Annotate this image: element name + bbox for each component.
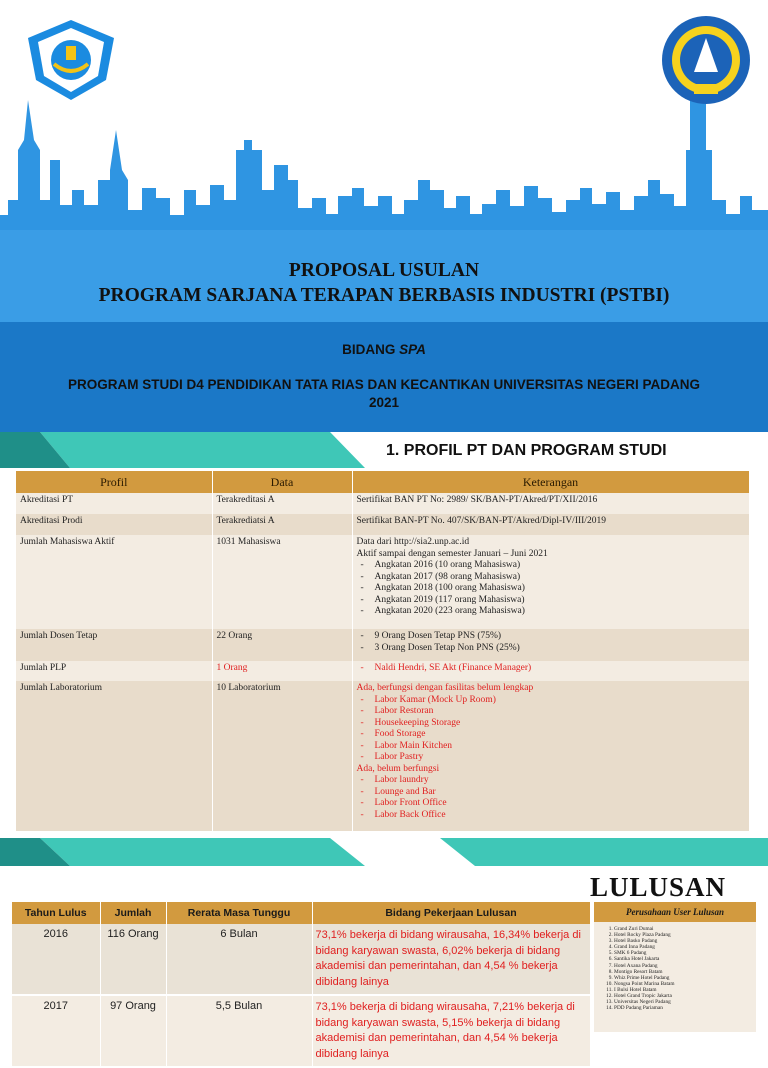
list-item: - Angkatan 2019 (117 orang Mahasiswa) [357,595,745,607]
table-row [12,924,590,995]
cell-keterangan: Sertifikat BAN-PT No. 407/SK/BAN-PT/Akred/Dipl-IV/III/2019 [352,514,749,535]
dosen-list [357,631,745,654]
cell-keterangan: Sertifikat BAN PT No: 2989/ SK/BAN-PT/Akred/PT/XII/2016 [352,493,749,514]
cell-data: 1031 Mahasiswa [212,535,352,629]
cell-keterangan [352,681,749,831]
list-item: - Food Storage [357,729,745,741]
list-item: - Angkatan 2016 (10 orang Mahasiswa) [357,560,745,572]
cell-data: 1 Orang [212,661,352,681]
list-item: - Angkatan 2018 (100 orang Mahasiswa) [357,583,745,595]
list-item: 11. I Bulsi Hotel Batam [614,987,756,993]
cell-profil: Akreditasi Prodi [16,514,212,535]
cell-profil: Jumlah Mahasiswa Aktif [16,535,212,629]
prodi-year: 2021 [368,395,400,410]
user-companies-list [594,926,756,1011]
list-item: 13. Universitas Negeri Padang [614,999,756,1005]
plp-list [357,663,745,675]
prodi-label [0,376,768,412]
title-slide [0,0,768,432]
list-item: 12. Hotel Grand Tropic Jakarta [614,993,756,999]
col-header-profil: Profil [16,471,212,493]
source-line: Data dari http://sia2.unp.ac.id [356,537,470,547]
tut-wuri-handayani-logo [24,18,118,102]
cell-data: Terakrediatsi A [212,514,352,535]
cell-keterangan [352,535,749,629]
section-title: LULUSAN [590,872,727,902]
cell-profil: Akreditasi PT [16,493,212,514]
title-line-2: PROGRAM SARJANA TERAPAN BERBASIS INDUSTRI (PSTBI) [98,285,670,306]
list-item: - Labor Front Office [357,798,745,810]
list-item: - Labor Pastry [357,752,745,764]
bidang-label [0,342,768,357]
list-item: - Labor Kamar (Mock Up Room) [357,695,745,707]
list-item: - Angkatan 2017 (98 orang Mahasiswa) [357,572,745,584]
list-item: - Lounge and Bar [357,787,745,799]
cell-bidang: 73,1% bekerja di bidang wirausaha, 7,21% bekerja di bidang karyawan swasta, 5,15% bekerja di bidang akademisi dan pemerintahan, dan 4,54 % bekerja dibidang lainya [312,995,590,1067]
subtitle-band [0,322,768,432]
list-item: - Angkatan 2020 (223 orang Mahasiswa) [357,606,745,618]
list-item: - Naldi Hendri, SE Akt (Finance Manager) [357,663,745,675]
list-item: 2. Hotel Rocky Plaza Padang [614,932,756,938]
cell-data: 10 Laboratorium [212,681,352,831]
title-block [0,258,768,308]
list-item: 14. PDD Padang Pariaman [614,1005,756,1011]
user-companies-header: Perusahaan User Lulusan [594,902,756,922]
cell-profil: Jumlah Dosen Tetap [16,629,212,661]
col-header-tahun: Tahun Lulus [12,902,100,924]
cell-masa-tunggu: 5,5 Bulan [166,995,312,1067]
unp-logo [660,14,752,106]
cell-data: Terakreditasi A [212,493,352,514]
title-line-1: PROPOSAL USULAN [288,260,480,281]
cell-tahun: 2017 [12,995,100,1067]
profile-slide [0,432,768,838]
col-header-bidang: Bidang Pekerjaan Lulusan [312,902,590,924]
list-item: 10. Nongsa Point Marina Batam [614,981,756,987]
table-row [12,995,590,1067]
list-item: 9. Whiz Prime Hotel Padang [614,975,756,981]
list-item: 7. Hotel Axana Padang [614,963,756,969]
col-header-keterangan: Keterangan [352,471,749,493]
cell-keterangan [352,661,749,681]
graduates-table-header [12,902,590,924]
list-item: 6. Santika Hotel Jakarta [614,956,756,962]
lab-group-heading-1: Ada, berfungsi dengan fasilitas belum lengkap [356,683,534,693]
table-row [16,661,749,681]
table-row [16,535,749,629]
table-row [16,681,749,831]
lab-list-2 [357,775,745,821]
col-header-jumlah: Jumlah [100,902,166,924]
bidang-value: SPA [399,342,426,357]
col-header-data: Data [212,471,352,493]
prodi-line-1: PROGRAM STUDI D4 PENDIDIKAN TATA RIAS DAN KECANTIKAN UNIVERSITAS NEGERI PADANG [67,377,701,392]
angkatan-list [357,560,745,618]
cell-profil: Jumlah Laboratorium [16,681,212,831]
list-item: - Labor Back Office [357,810,745,822]
cell-profil: Jumlah PLP [16,661,212,681]
list-item: - Labor Restoran [357,706,745,718]
list-item: 3. Hotel Basko Padang [614,938,756,944]
cell-keterangan [352,629,749,661]
profile-table [16,471,750,831]
table-row [16,629,749,661]
list-item: 1. Grand Zuri Dumai [614,926,756,932]
list-item: - Housekeeping Storage [357,718,745,730]
list-item: - 3 Orang Dosen Tetap Non PNS (25%) [357,643,745,655]
period-line: Aktif sampai dengan semester Januari – Juni 2021 [356,548,548,559]
profile-table-header [16,471,749,493]
table-row [16,514,749,535]
cell-jumlah: 116 Orang [100,924,166,995]
cell-tahun: 2016 [12,924,100,995]
user-companies-panel [594,902,756,1032]
list-item: 4. Grand Inna Padang [614,944,756,950]
graduates-slide [0,838,768,1060]
list-item: - 9 Orang Dosen Tetap PNS (75%) [357,631,745,643]
col-header-masa-tunggu: Rerata Masa Tunggu [166,902,312,924]
list-item: 5. SMK 6 Padang [614,950,756,956]
lab-list-1 [357,695,745,764]
lab-group-heading-2: Ada, belum berfungsi [356,763,440,774]
cell-data: 22 Orang [212,629,352,661]
graduates-table [12,902,591,1068]
section-title: 1. PROFIL PT DAN PROGRAM STUDI [386,442,667,459]
list-item: - Labor Main Kitchen [357,741,745,753]
cell-jumlah: 97 Orang [100,995,166,1067]
cell-bidang: 73,1% bekerja di bidang wirausaha, 16,34% bekerja di bidang karyawan swasta, 6,02% bekerja di bidang akademisi dan pemerintahan, dan 4,54 % bekerja dibidang lainya [312,924,590,995]
list-item: - Labor laundry [357,775,745,787]
cell-masa-tunggu: 6 Bulan [166,924,312,995]
bidang-prefix: BIDANG [342,342,400,357]
list-item: 8. Montigo Resort Batam [614,969,756,975]
table-row [16,493,749,514]
